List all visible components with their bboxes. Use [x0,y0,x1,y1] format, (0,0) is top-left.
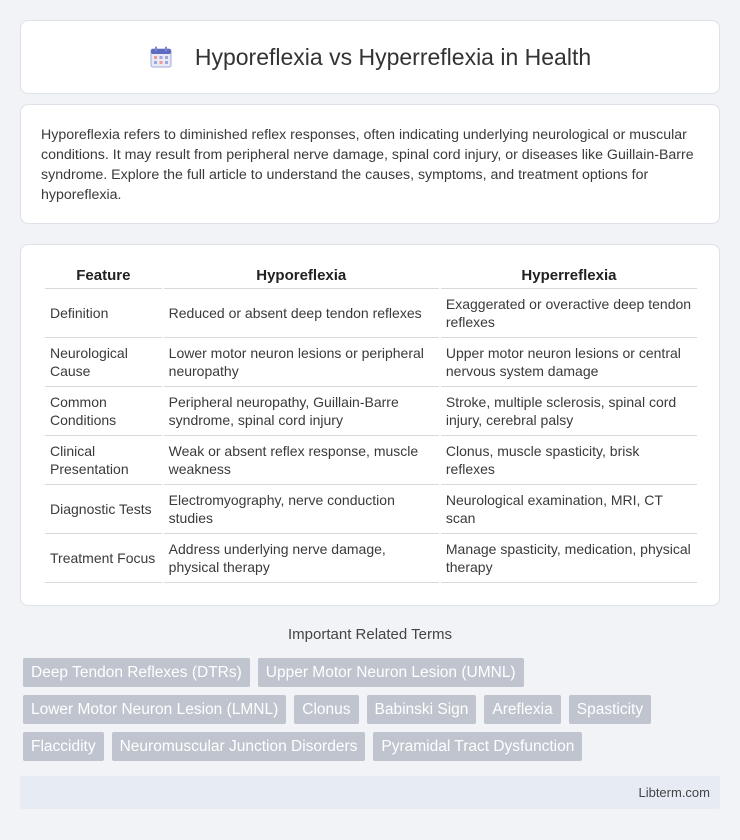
table-cell: Definition [45,289,162,338]
table-cell: Neurological examination, MRI, CT scan [441,485,697,534]
table-cell: Weak or absent reflex response, muscle weakness [164,436,439,485]
table-cell: Address underlying nerve damage, physical therapy [164,534,439,583]
column-header: Feature [45,263,162,289]
tag-row [23,695,723,724]
table-cell: Exaggerated or overactive deep tendon reflexes [441,289,697,338]
related-term-tag[interactable]: Deep Tendon Reflexes (DTRs) [23,658,250,687]
table-cell: Treatment Focus [45,534,162,583]
footer-brand-link[interactable]: Libterm.com [638,785,710,800]
table-row [45,436,697,485]
tag-row [23,658,723,687]
related-term-tag[interactable]: Neuromuscular Junction Disorders [112,732,366,761]
table-cell: Upper motor neuron lesions or central nervous system damage [441,338,697,387]
footer [20,776,720,809]
table-cell: Electromyography, nerve conduction studies [164,485,439,534]
related-term-tag[interactable]: Spasticity [569,695,651,724]
table-row [45,485,697,534]
related-terms-tags [23,658,723,769]
related-term-tag[interactable]: Flaccidity [23,732,104,761]
table-cell: Manage spasticity, medication, physical therapy [441,534,697,583]
intro-card [20,104,720,224]
intro-text: Hyporeflexia refers to diminished reflex responses, often indicating underlying neurological or muscular conditions. It may result from peripheral nerve damage, spinal cord injury, or diseases like Guillain-Barre syndrome. Explore the full article to understand the causes, symptoms, and treatment options for hyporeflexia. [41,127,694,203]
table-row [45,338,697,387]
related-term-tag[interactable]: Upper Motor Neuron Lesion (UMNL) [258,658,524,687]
comparison-card [20,244,720,606]
table-cell: Clinical Presentation [45,436,162,485]
table-cell: Reduced or absent deep tendon reflexes [164,289,439,338]
related-term-tag[interactable]: Pyramidal Tract Dysfunction [373,732,582,761]
table-row [45,534,697,583]
table-cell: Peripheral neuropathy, Guillain-Barre syndrome, spinal cord injury [164,387,439,436]
column-header: Hyperreflexia [441,263,697,289]
table-cell: Clonus, muscle spasticity, brisk reflexes [441,436,697,485]
table-header-row [45,263,697,289]
related-term-tag[interactable]: Lower Motor Neuron Lesion (LMNL) [23,695,286,724]
header-card [20,20,720,94]
related-term-tag[interactable]: Clonus [294,695,358,724]
table-cell: Diagnostic Tests [45,485,162,534]
table-row [45,289,697,338]
table-cell: Neurological Cause [45,338,162,387]
table-cell: Lower motor neuron lesions or peripheral neuropathy [164,338,439,387]
column-header: Hyporeflexia [164,263,439,289]
calendar-icon [149,45,173,69]
table-cell: Stroke, multiple sclerosis, spinal cord injury, cerebral palsy [441,387,697,436]
table-cell: Common Conditions [45,387,162,436]
related-term-tag[interactable]: Babinski Sign [367,695,477,724]
table-row [45,387,697,436]
related-term-tag[interactable]: Areflexia [484,695,560,724]
tag-row [23,732,723,761]
page-title: Hyporeflexia vs Hyperreflexia in Health [194,43,592,70]
related-terms-title: Important Related Terms [288,626,452,643]
comparison-table [43,263,699,583]
